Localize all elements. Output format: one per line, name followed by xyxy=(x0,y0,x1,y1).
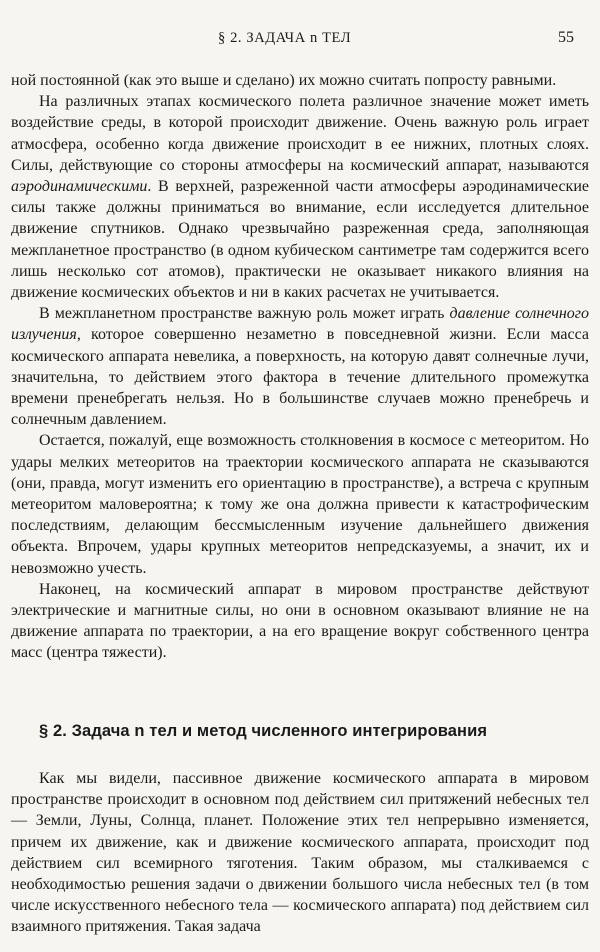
emphasis-term: давление солнечного излучения xyxy=(11,305,590,344)
emphasis-term: аэродинамическими xyxy=(11,178,148,196)
paragraph-meteorites: Остается, пожалуй, еще возможность столкновения в космосе с метеоритом. Но удары мелких метеоритов на траектории космического аппарата не сказываются (они, правда, могут изменить его ориентацию в пространстве), а встреча с крупным метеоритом маловероятна; к тому же она должна привести к катастрофическим последствиям, делающим бессмысленным изучение дальнейшего движения объекта. Впрочем, удары крупных метеоритов непредсказуемы, а значит, их и невозможно учесть. xyxy=(11,432,589,577)
page-header xyxy=(0,30,600,54)
paragraph-text: В межпланетном пространстве важную роль может играть xyxy=(39,305,450,323)
section-heading: § 2. Задача n тел и метод численного интегрирования xyxy=(39,722,488,740)
paragraph-n-body: Как мы видели, пассивное движение космического аппарата в мировом пространстве происходит в основном под действием сил притяжений небесных тел — Земли, Луны, Солнца, планет. Положение этих тел непрерывно изменяется, причем их движение, как и движение космического аппарата, происходит под действием сил всемирного тяготения. Таким образом, мы сталкиваемся с необходимостью решения задачи о движении большого числа небесных тел (в том числе искусственного небесного тела — космического аппарата) под действием сил взаимного притяжения. Такая задача xyxy=(11,770,589,936)
paragraph-solar-pressure xyxy=(11,303,589,430)
paragraph-text: . В верхней, разреженной части атмосферы аэродинамические силы также должны приниматься во внимание, если исследуется длительное движение спутников. Однако чрезвычайно разреженная среда, заполняющая межпланетное пространство (в одном кубическом сантиметре там содержится всего лишь несколько сот атомов), практически не оказывает никакого влияния на движение космических объектов и ни в каких расчетах не учитывается. xyxy=(11,178,589,302)
paragraph-text: На различных этапах космического полета различное значение может иметь воздействие среды, в которой происходит движение. Очень важную роль играет атмосфера, особенно когда движение происходит в ее нижних, плотных слоях. Силы, действующие со стороны атмосферы на космический аппарат, называются xyxy=(11,93,589,174)
paragraph-continuation: ной постоянной (как это выше и сделано) их можно считать попросту равными. xyxy=(11,72,557,89)
body-text-bottom xyxy=(11,768,589,938)
paragraph-environment xyxy=(11,91,589,303)
paragraph-electromagnetic: Наконец, на космический аппарат в мировом пространстве действуют электрические и магнитные силы, но они в основном оказывают влияние не на движение аппарата по траектории, а на его вращение вокруг собственного центра масс (центра тяжести). xyxy=(11,580,589,662)
body-text-top xyxy=(11,70,589,664)
page-number: 55 xyxy=(558,29,574,46)
paragraph-text: , которое совершенно незаметно в повседневной жизни. Если масса космического аппарата невелика, а поверхность, на которую давят солнечные лучи, значительна, то действием этого фактора в течение длительного промежутка времени пренебрегать нельзя. Но в большинстве случаев можно пренебречь и солнечным давлением. xyxy=(11,326,589,429)
running-title: § 2. ЗАДАЧА n ТЕЛ xyxy=(218,30,352,46)
